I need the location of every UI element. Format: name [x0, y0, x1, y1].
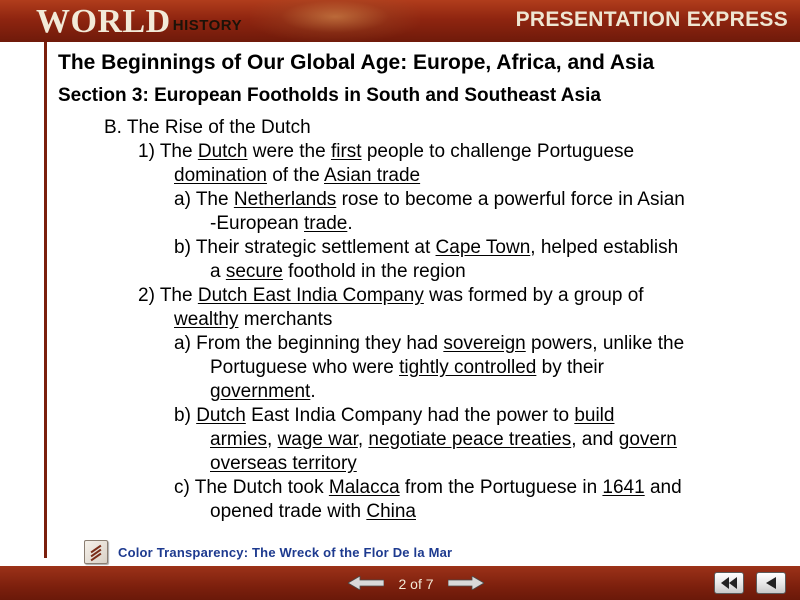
underlined-term: 1641	[602, 477, 645, 498]
outline-text: powers, unlike the	[525, 333, 685, 354]
bottom-nav-bar	[0, 566, 800, 600]
outline-text: , and	[571, 429, 619, 450]
underlined-term: Dutch	[196, 405, 246, 426]
play-back-icon	[766, 577, 776, 589]
outline-line	[210, 500, 416, 524]
underlined-term: Asian trade	[324, 165, 421, 186]
previous-slide-button[interactable]	[348, 576, 384, 590]
outline-text: from the Portuguese in	[399, 477, 603, 498]
underlined-term: tightly controlled	[399, 357, 537, 378]
underlined-term: overseas territory	[210, 453, 357, 474]
underlined-term: Cape Town	[435, 237, 531, 258]
outline-text: was formed by a group of	[423, 285, 644, 306]
underlined-term: government	[210, 381, 311, 402]
outline-line	[174, 476, 682, 500]
play-back-button[interactable]	[756, 572, 786, 594]
underlined-term: trade	[304, 213, 348, 234]
outline-text: a) The	[174, 189, 234, 210]
rewind-button[interactable]	[714, 572, 744, 594]
underlined-term: build	[574, 405, 615, 426]
underlined-term: Dutch East India Company	[197, 285, 424, 306]
outline-text: 2) The	[138, 285, 198, 306]
outline-text: a	[210, 261, 226, 282]
outline-line	[174, 404, 614, 428]
outline-line	[174, 308, 332, 332]
outline-line	[138, 140, 634, 164]
underlined-term: armies	[210, 429, 268, 450]
outline-line	[174, 332, 684, 356]
outline-text: East India Company had the power to	[245, 405, 575, 426]
underlined-term: wealthy	[174, 309, 239, 330]
outline-line	[210, 356, 604, 380]
brand-history: HISTORY	[172, 17, 243, 34]
underlined-term: Netherlands	[233, 189, 337, 210]
outline-line	[210, 212, 353, 236]
product-title: PRESENTATION EXPRESS	[515, 8, 788, 31]
outline-line	[174, 236, 678, 260]
outline-line	[210, 260, 466, 284]
outline-text: ,	[267, 429, 278, 450]
outline-text: a) From the beginning they had	[174, 333, 444, 354]
header-texture	[250, 0, 420, 42]
brand-logo	[36, 3, 242, 39]
outline-text: , helped establish	[530, 237, 679, 258]
underlined-term: Malacca	[328, 477, 400, 498]
outline-text: by their	[536, 357, 604, 378]
underlined-term: domination	[174, 165, 267, 186]
outline-text: 1) The	[138, 141, 198, 162]
rewind-icon	[721, 577, 737, 589]
outline-text: .	[347, 213, 353, 234]
brand-world: WORLD	[36, 3, 171, 40]
outline-text: b) Their strategic settlement at	[174, 237, 436, 258]
outline-line	[138, 284, 644, 308]
outline-text: Portuguese who were	[210, 357, 400, 378]
outline-line	[174, 188, 685, 212]
underlined-term: secure	[225, 261, 283, 282]
underlined-term: negotiate peace treaties	[368, 429, 572, 450]
outline-text: merchants	[238, 309, 333, 330]
underlined-term: Dutch	[197, 141, 248, 162]
outline-text: rose to become a powerful force in Asian	[336, 189, 685, 210]
outline-text: -European	[210, 213, 305, 234]
underlined-term: govern	[618, 429, 677, 450]
outline-text: b)	[174, 405, 197, 426]
outline-text: foothold in the region	[282, 261, 466, 282]
transparency-link[interactable]	[84, 540, 452, 564]
document-icon	[84, 540, 108, 564]
outline-text: c) The Dutch took	[174, 477, 329, 498]
outline-text: people to challenge Portuguese	[361, 141, 635, 162]
outline-line	[210, 452, 357, 476]
outline-text: ,	[357, 429, 369, 450]
outline-text: .	[310, 381, 316, 402]
next-slide-button[interactable]	[448, 576, 484, 590]
outline-line	[104, 116, 311, 140]
slide-title: The Beginnings of Our Global Age: Europe, Africa, and Asia	[58, 51, 655, 74]
outline-text: of the	[266, 165, 324, 186]
outline-text: and	[644, 477, 682, 498]
outline-line	[210, 380, 316, 404]
arrow-right-icon	[448, 576, 484, 590]
section-title: Section 3: European Footholds in South and Southeast Asia	[58, 85, 601, 106]
outline-line	[174, 164, 420, 188]
transparency-link-label[interactable]: Color Transparency: The Wreck of the Flor De la Mar	[118, 544, 453, 560]
underlined-term: first	[330, 141, 362, 162]
underlined-term: sovereign	[443, 333, 526, 354]
underlined-term: China	[366, 501, 416, 522]
outline-line	[210, 428, 677, 452]
outline-text: opened trade with	[210, 501, 367, 522]
header-banner	[0, 0, 800, 42]
outline-text: B. The Rise of the Dutch	[104, 117, 311, 138]
page-indicator: 2 of 7	[398, 576, 434, 592]
outline-text: were the	[247, 141, 331, 162]
arrow-left-icon	[348, 576, 384, 590]
left-rule	[44, 42, 47, 558]
underlined-term: wage war	[277, 429, 358, 450]
